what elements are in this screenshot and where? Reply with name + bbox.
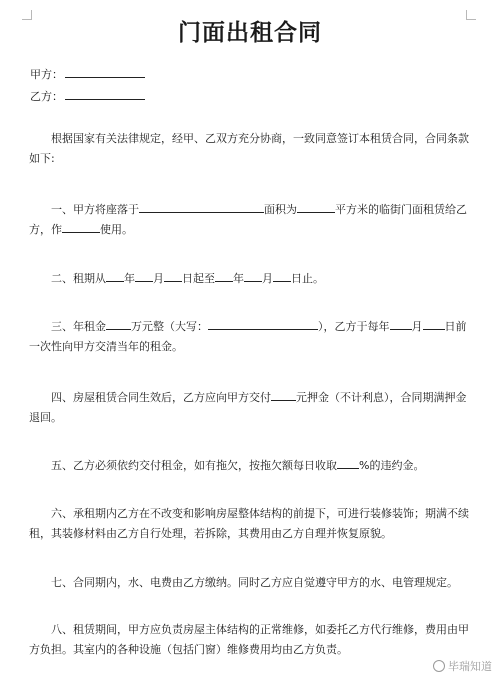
clause-7: 七、合同期内，水、电费由乙方缴纳。同时乙方应自觉遵守甲方的水、电管理规定。 <box>51 576 458 589</box>
document-title: 门面出租合同 <box>178 20 322 46</box>
watermark-text: 毕瑞知道 <box>448 660 492 673</box>
clause-2-text-d: 日起至 <box>182 272 215 285</box>
clause-2-text-a: 二、租期从 <box>51 272 106 285</box>
party-b-line <box>30 88 145 104</box>
intro-paragraph: 根据国家有关法律规定，经甲、乙双方充分协商，一致同意签订本租赁合同，合同条款如下: <box>29 132 469 165</box>
clause-2-text-c: 月 <box>153 272 164 285</box>
party-a-line <box>30 66 145 82</box>
clause-2-text-b: 年 <box>124 272 135 285</box>
deposit-blank <box>271 389 296 401</box>
party-b-label: 乙方： <box>30 90 63 103</box>
clause-1 <box>29 200 474 240</box>
clause-1-text-a: 一、甲方将座落于 <box>51 203 139 216</box>
start-year-blank <box>106 270 124 282</box>
start-month-blank <box>135 270 153 282</box>
clause-2 <box>29 269 474 289</box>
payment-day-blank <box>423 318 445 330</box>
clause-3-text-d: 月 <box>411 320 423 333</box>
party-a-blank <box>65 67 145 78</box>
clause-1-text-d: 使用。 <box>100 223 133 236</box>
clause-5-text-a: 五、乙方必须依约交付租金，如有拖欠，按拖欠额每日收取 <box>51 459 337 472</box>
clause-2-text-e: 年 <box>233 272 244 285</box>
clause-4-text-b: 元押金（不计利息），合同期满押金退回。 <box>29 391 467 424</box>
clause-4-text-a: 四、房屋租赁合同生效后，乙方应向甲方交付 <box>51 391 271 404</box>
clause-5 <box>29 456 474 476</box>
usage-blank <box>62 221 100 233</box>
watermark-logo-icon <box>433 660 445 672</box>
location-blank <box>139 201 264 213</box>
clause-3-text-b: 万元整（大写： <box>131 320 208 333</box>
party-b-blank <box>65 89 145 100</box>
clause-8: 八、租赁期间，甲方应负责房屋主体结构的正常维修，如委托乙方代行维修，费用由甲方负担。其室内的各种设施（包括门窗）维修费用均由乙方负责。 <box>29 623 469 656</box>
start-day-blank <box>164 270 182 282</box>
clause-1-text-c: 平方米的临街门面租赁给乙方，作 <box>29 203 467 236</box>
clause-3-text-e: 日前一次性向甲方交清当年的租金。 <box>29 320 467 353</box>
clause-3-text-a: 三、年租金 <box>51 320 106 333</box>
clause-2-text-f: 月 <box>262 272 273 285</box>
clause-4 <box>29 388 474 428</box>
end-month-blank <box>244 270 262 282</box>
watermark <box>433 658 492 674</box>
penalty-rate-blank <box>337 457 359 469</box>
rent-in-words-blank <box>208 318 318 330</box>
payment-month-blank <box>390 318 412 330</box>
party-a-label: 甲方： <box>30 68 63 81</box>
end-day-blank <box>273 270 291 282</box>
clause-2-text-g: 日止。 <box>291 272 324 285</box>
clause-6: 六、承租期内乙方在不改变和影响房屋整体结构的前提下，可进行装修装饰；期满不续租，其装修材料由乙方自行处理，若拆除，其费用由乙方自理并恢复原貌。 <box>29 507 469 540</box>
clause-3 <box>29 317 474 357</box>
end-year-blank <box>215 270 233 282</box>
area-blank <box>297 201 335 213</box>
clause-5-text-b: %的违约金。 <box>359 459 425 472</box>
annual-rent-blank <box>106 318 131 330</box>
clause-3-text-c: ），乙方于每年 <box>318 320 390 333</box>
clause-1-text-b: 面积为 <box>264 203 297 216</box>
